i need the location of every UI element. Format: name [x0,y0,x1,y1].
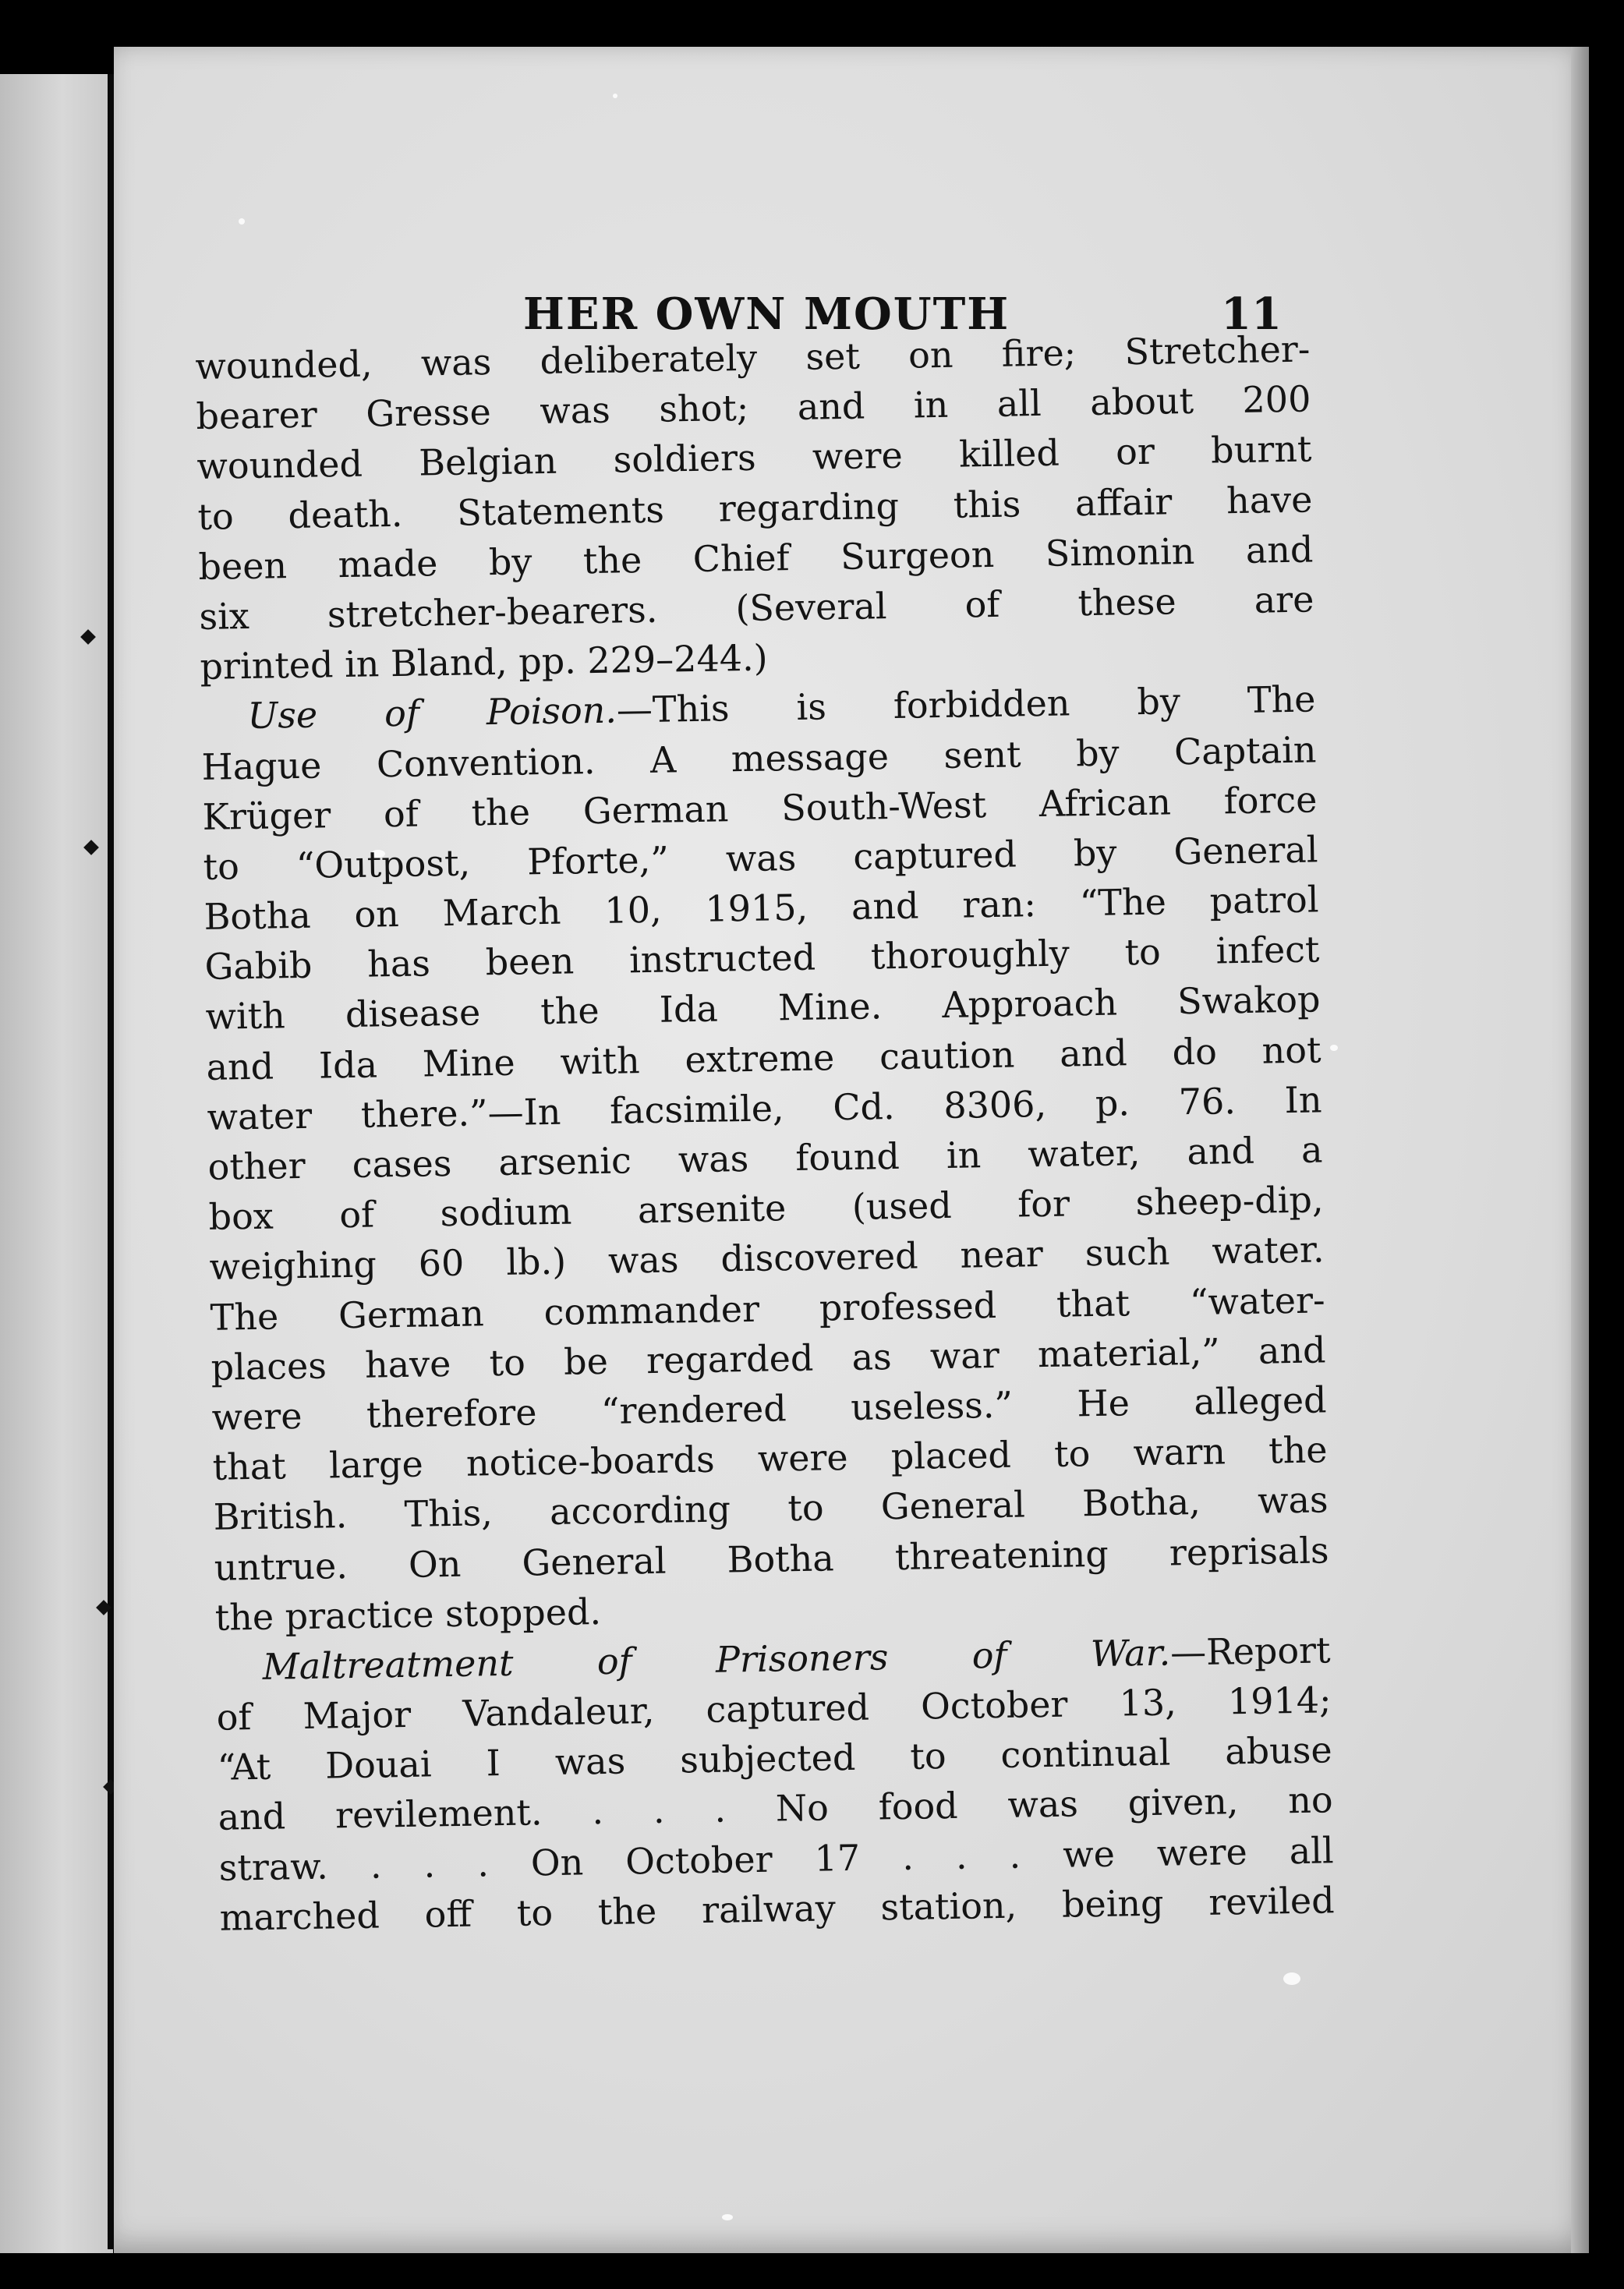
text-line: other cases arsenic was found in water, and a [207,1128,1323,1188]
text-line: been made by the Chief Surgeon Simonin and [198,528,1314,588]
text-line: marched off to the railway station, being reviled [219,1879,1336,1939]
section-heading: Maltreatment of Prisoners of War. [262,1631,1171,1688]
paper-speck [239,218,245,225]
page-number: 11 [1221,288,1282,340]
text-line: Krüger of the German South-West African force [202,778,1318,838]
right-page-edge [1571,47,1589,2253]
text-line: of Major Vandaleur, captured October 13, 1914; [216,1679,1332,1739]
text-line: weighing 60 lb.) was discovered near such water. [209,1228,1325,1289]
text-line: “At Douai I was subjected to continual abuse [217,1728,1332,1789]
text-line: to death. Statements regarding this affair have [197,478,1313,538]
text-line: Botha on March 10, 1915, and ran: “The patrol [203,878,1319,938]
text-line: printed in Bland, pp. 229–244.) [200,636,768,688]
text-line: untrue. On General Botha threatening reprisals [214,1528,1329,1589]
text-line: places have to be regarded as war material,” and [211,1328,1326,1389]
text-line: were therefore “rendered useless.” He alleged [211,1378,1327,1438]
paragraph-use-of-poison [200,674,1330,1643]
heading-line-rest: —This is forbidden by The [616,678,1316,731]
paper-speck [1283,1972,1300,1985]
section-heading: Use of Poison. [247,688,617,738]
gutter-line [108,74,114,2249]
text-line: to “Outpost, Pforte,” was captured by General [203,828,1318,888]
text-line: six stretcher-bearers. (Several of these are [199,578,1314,638]
text-line: water there.”—In facsimile, Cd. 8306, p. 76. In [207,1078,1322,1138]
text-line: straw. . . . On October 17 . . . we were all [218,1828,1334,1889]
text-line: wounded, was deliberately set on fire; Stretcher- [195,327,1311,387]
text-line: Gabib has been instructed thoroughly to infect [204,928,1320,989]
paragraph-continuation [195,324,1315,692]
paper-speck [613,94,617,98]
left-page-edge [0,74,113,2253]
text-line: with disease the Ida Mine. Approach Swakop [205,978,1321,1038]
text-line: The German commander professed that “water- [210,1278,1325,1339]
paragraph-maltreatment-of-prisoners [215,1625,1335,1943]
heading-line-rest: —Report [1169,1629,1331,1674]
text-line: that large notice-boards were placed to warn the [212,1428,1328,1488]
body-text [195,324,1335,1943]
text-line: the practice stopped. [214,1590,602,1639]
paper-speck [1330,1045,1338,1051]
text-line: bearer Gresse was shot; and in all about 200 [196,377,1311,438]
text-line: wounded Belgian soldiers were killed or burnt [196,427,1312,488]
running-title: HER OWN MOUTH [523,288,1010,340]
text-line: and revilement. . . . No food was given, no [218,1778,1333,1839]
paper-speck [722,2214,733,2220]
text-line: box of sodium arsenite (used for sheep-dip, [208,1178,1324,1239]
text-line: British. This, according to General Botha, was [213,1478,1329,1539]
text-line: Hague Convention. A message sent by Captain [201,727,1317,788]
text-line: and Ida Mine with extreme caution and do not [206,1028,1321,1088]
